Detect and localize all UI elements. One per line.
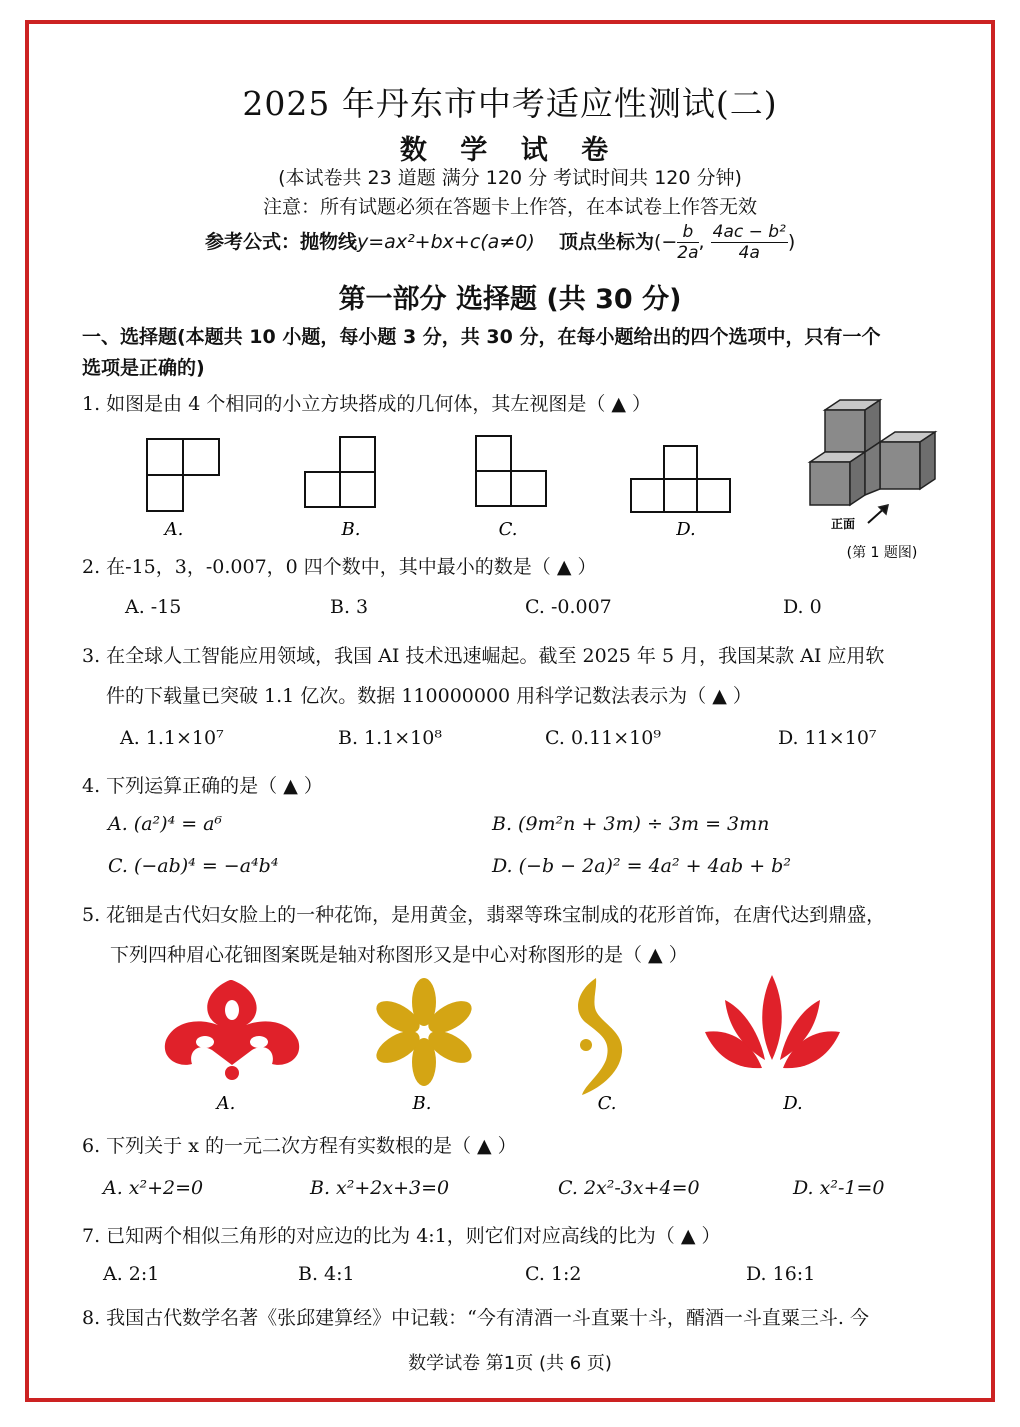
- q3-option-b: B. 1.1×10⁸: [338, 727, 442, 749]
- vertex-y-den: 4a: [738, 243, 760, 263]
- question-5-line2: 下列四种眉心花钿图案既是轴对称图形又是中心对称图形的是（ ▲ ）: [110, 944, 688, 966]
- question-3-line2: 件的下载量已突破 1.1 亿次。数据 110000000 用科学记数法表示为（ ▲ ）: [106, 685, 752, 707]
- vertex-x-num: b: [677, 222, 698, 243]
- q7-option-a: A. 2:1: [103, 1263, 160, 1285]
- q2-option-a: A. -15: [125, 596, 182, 618]
- q7-option-b: B. 4:1: [298, 1263, 355, 1285]
- q4-option-d: D. (−b − 2a)² = 4a² + 4ab + b²: [492, 855, 791, 877]
- q5-option-a-ornament: [165, 980, 299, 1080]
- parabola-equation: y=ax²+bx+c(a≠0): [357, 231, 535, 253]
- question-4: 4. 下列运算正确的是（ ▲ ）: [82, 775, 323, 797]
- q1-label-c: C.: [498, 519, 518, 540]
- q5-label-d: D.: [783, 1093, 803, 1114]
- question-1: 1. 如图是由 4 个相同的小立方块搭成的几何体，其左视图是（ ▲ ）: [82, 393, 652, 415]
- vertex-close: ): [787, 231, 796, 253]
- vertex-label: 顶点坐标为: [558, 231, 654, 253]
- vertex-y-num: 4ac − b²: [712, 222, 786, 242]
- q5-label-a: A.: [216, 1093, 236, 1114]
- instructions-line1: 一、选择题(本题共 10 小题，每小题 3 分，共 30 分，在每小题给出的四个选项中，只有一个: [82, 326, 881, 348]
- vertex-comma: ,: [698, 231, 705, 253]
- q1-figure-caption: (第 1 题图): [846, 545, 918, 561]
- q6-option-a: A. x²+2=0: [103, 1177, 204, 1199]
- q1-front-label: 正面: [830, 517, 856, 531]
- section-title: 第一部分 选择题 (共 30 分): [338, 284, 682, 315]
- q4-option-a: A. (a²)⁴ = a⁶: [108, 813, 223, 835]
- vertex-open: (−: [653, 231, 678, 253]
- question-5-line1: 5. 花钿是古代妇女脸上的一种花饰，是用黄金，翡翠等珠宝制成的花形首饰，在唐代达到鼎盛，: [82, 904, 886, 926]
- q7-option-d: D. 16:1: [746, 1263, 816, 1285]
- question-6: 6. 下列关于 x 的一元二次方程有实数根的是（ ▲ ）: [82, 1135, 517, 1157]
- q2-option-d: D. 0: [783, 596, 822, 618]
- question-3-line1: 3. 在全球人工智能应用领域，我国 AI 技术迅速崛起。截至 2025 年 5 月，我国某款 AI 应用软: [82, 645, 885, 667]
- q3-option-a: A. 1.1×10⁷: [120, 727, 224, 749]
- q5-label-c: C.: [597, 1093, 617, 1114]
- q2-option-c: C. -0.007: [525, 596, 612, 618]
- q2-option-b: B. 3: [330, 596, 369, 618]
- q6-option-b: B. x²+2x+3=0: [310, 1177, 450, 1199]
- q6-option-d: D. x²-1=0: [793, 1177, 885, 1199]
- exam-info: (本试卷共 23 道题 满分 120 分 考试时间共 120 分钟): [278, 167, 742, 189]
- vertex-x-den: 2a: [677, 243, 699, 263]
- q1-label-b: B.: [341, 519, 361, 540]
- formula-prefix: 参考公式：抛物线: [205, 231, 358, 253]
- question-2: 2. 在-15，3，-0.007，0 四个数中，其中最小的数是（ ▲ ）: [82, 556, 597, 578]
- q3-option-d: D. 11×10⁷: [778, 727, 877, 749]
- q5-option-c-ornament: [578, 978, 622, 1095]
- page-footer: 数学试卷 第1页 (共 6 页): [408, 1353, 612, 1374]
- q6-option-c: C. 2x²-3x+4=0: [558, 1177, 700, 1199]
- q1-label-d: D.: [676, 519, 696, 540]
- q1-label-a: A.: [164, 519, 184, 540]
- exam-subtitle: 数 学 试 卷: [399, 135, 621, 166]
- q3-option-c: C. 0.11×10⁹: [545, 727, 661, 749]
- q5-option-b-ornament: [371, 978, 477, 1086]
- question-8: 8. 我国古代数学名著《张邱建算经》中记载：“今有清酒一斗直粟十斗，醑酒一斗直粟三斗. 今: [82, 1307, 869, 1329]
- exam-notice: 注意：所有试题必须在答题卡上作答，在本试卷上作答无效: [262, 196, 757, 218]
- q4-option-c: C. (−ab)⁴ = −a⁴b⁴: [108, 855, 279, 877]
- exam-title: 2025 年丹东市中考适应性测试(二): [242, 84, 778, 123]
- q4-option-b: B. (9m²n + 3m) ÷ 3m = 3mn: [492, 813, 770, 835]
- instructions-line2: 选项是正确的): [82, 357, 205, 379]
- q7-option-c: C. 1:2: [525, 1263, 582, 1285]
- q5-option-d-ornament: [705, 975, 840, 1068]
- q5-label-b: B.: [412, 1093, 432, 1114]
- question-7: 7. 已知两个相似三角形的对应边的比为 4:1，则它们对应高线的比为（ ▲ ）: [82, 1225, 721, 1247]
